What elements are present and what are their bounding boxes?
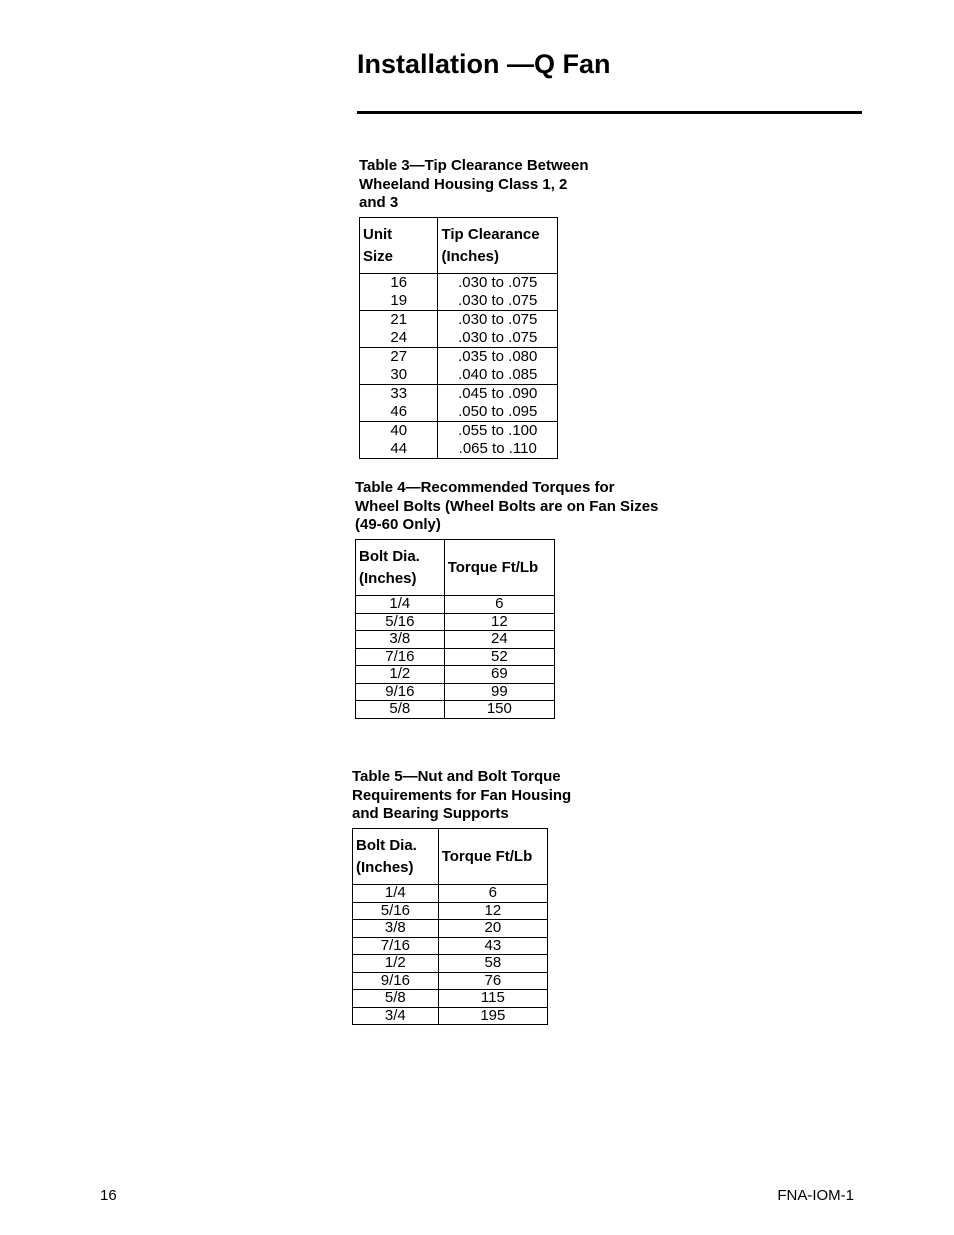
table5-caption: [352, 768, 571, 824]
unit-size-value: 24: [390, 329, 408, 346]
table-row-group: [360, 422, 558, 459]
unit-size-value: 33: [390, 385, 408, 402]
unit-size-value: 40: [390, 422, 408, 439]
tip-clearance-value: .040 to .085: [458, 366, 538, 383]
table-row: [356, 701, 555, 719]
table3-caption: [359, 157, 589, 213]
header-line: Unit: [363, 225, 393, 243]
torque-cell: 115: [438, 990, 547, 1008]
table-row: [356, 648, 555, 666]
unit-size-cell: [360, 422, 438, 459]
bolt-dia-cell: 3/8: [356, 631, 445, 649]
header-line: (Inches): [441, 247, 499, 265]
header-bolt-dia: [356, 540, 445, 596]
header-line: Size: [363, 247, 394, 265]
bolt-dia-cell: 3/4: [353, 1007, 439, 1025]
tip-clearance-cell: [438, 311, 558, 348]
caption-line: Wheeland Housing Class 1, 2: [359, 175, 568, 193]
table4-caption: [355, 479, 658, 535]
torque-cell: 6: [438, 885, 547, 903]
table-row: [356, 631, 555, 649]
table-row: [356, 596, 555, 614]
unit-size-value: 16: [390, 274, 408, 291]
bolt-dia-cell: 3/8: [353, 920, 439, 938]
unit-size-value: 21: [390, 311, 408, 328]
header-line: Torque Ft/Lb: [441, 847, 533, 865]
tip-clearance-table: [359, 217, 558, 459]
table-row: [356, 666, 555, 684]
caption-line: Wheel Bolts (Wheel Bolts are on Fan Sizes: [355, 497, 659, 515]
tip-clearance-value: .045 to .090: [458, 385, 538, 402]
title-rule: [357, 111, 862, 114]
caption-line: Table 4—Recommended Torques for: [355, 479, 615, 496]
torque-cell: 12: [438, 902, 547, 920]
table-row: [353, 1007, 548, 1025]
header-line: Torque Ft/Lb: [447, 558, 539, 576]
torque-cell: 99: [444, 683, 554, 701]
unit-size-cell: [360, 348, 438, 385]
tip-clearance-value: .030 to .075: [458, 274, 538, 291]
torque-cell: 195: [438, 1007, 547, 1025]
tip-clearance-cell: [438, 348, 558, 385]
table-row-group: [360, 348, 558, 385]
bolt-dia-cell: 5/16: [353, 902, 439, 920]
table-row: [356, 613, 555, 631]
table-row: [353, 990, 548, 1008]
tip-clearance-value: .050 to .095: [458, 403, 538, 420]
caption-line: (49-60 Only): [355, 516, 441, 533]
header-line: Bolt Dia.: [359, 547, 420, 565]
housing-bolt-torque-table: [352, 828, 548, 1025]
tip-clearance-value: .030 to .075: [458, 311, 538, 328]
torque-cell: 52: [444, 648, 554, 666]
unit-size-cell: [360, 274, 438, 311]
header-line: (Inches): [356, 858, 414, 876]
unit-size-value: 27: [390, 348, 408, 365]
caption-line: Table 3—Tip Clearance Between: [359, 157, 589, 174]
bolt-dia-cell: 1/4: [356, 596, 445, 614]
torque-cell: 6: [444, 596, 554, 614]
header-line: Tip Clearance: [441, 225, 540, 243]
table-row: [353, 955, 548, 973]
bolt-dia-cell: 7/16: [353, 937, 439, 955]
unit-size-value: 44: [390, 440, 408, 457]
tip-clearance-cell: [438, 422, 558, 459]
header-bolt-dia: [353, 829, 439, 885]
bolt-dia-cell: 1/2: [356, 666, 445, 684]
bolt-dia-cell: 5/8: [356, 701, 445, 719]
caption-line: and 3: [359, 194, 399, 211]
bolt-dia-cell: 5/16: [356, 613, 445, 631]
header-torque: [444, 540, 554, 596]
caption-line: Table 5—Nut and Bolt Torque: [352, 768, 561, 785]
table-row: [356, 683, 555, 701]
table-row-group: [360, 385, 558, 422]
unit-size-cell: [360, 311, 438, 348]
tip-clearance-cell: [438, 274, 558, 311]
page-number: 16: [100, 1187, 117, 1204]
tip-clearance-cell: [438, 385, 558, 422]
header-unit-size: [360, 218, 438, 274]
unit-size-value: 30: [390, 366, 408, 383]
bolt-dia-cell: 9/16: [353, 972, 439, 990]
bolt-dia-cell: 5/8: [353, 990, 439, 1008]
document-code: FNA-IOM-1: [777, 1187, 854, 1204]
torque-cell: 43: [438, 937, 547, 955]
caption-line: Requirements for Fan Housing: [352, 786, 572, 804]
tip-clearance-value: .065 to .110: [458, 440, 537, 457]
table-row: [353, 972, 548, 990]
torque-cell: 12: [444, 613, 554, 631]
caption-line: and Bearing Supports: [352, 805, 509, 822]
torque-cell: 24: [444, 631, 554, 649]
unit-size-value: 19: [390, 292, 408, 309]
table-row: [353, 902, 548, 920]
torque-cell: 150: [444, 701, 554, 719]
tip-clearance-value: .030 to .075: [458, 329, 538, 346]
header-tip-clearance: [438, 218, 558, 274]
table-row: [353, 885, 548, 903]
table-row-group: [360, 274, 558, 311]
header-line: (Inches): [359, 569, 417, 587]
tip-clearance-value: .035 to .080: [458, 348, 538, 365]
tip-clearance-value: .055 to .100: [458, 422, 538, 439]
page-title: Installation —Q Fan: [357, 49, 611, 79]
bolt-dia-cell: 7/16: [356, 648, 445, 666]
table-row: [353, 937, 548, 955]
header-torque: [438, 829, 547, 885]
bolt-dia-cell: 1/2: [353, 955, 439, 973]
header-line: Bolt Dia.: [356, 836, 417, 854]
bolt-dia-cell: 1/4: [353, 885, 439, 903]
torque-cell: 20: [438, 920, 547, 938]
table-row: [353, 920, 548, 938]
torque-cell: 76: [438, 972, 547, 990]
bolt-dia-cell: 9/16: [356, 683, 445, 701]
tip-clearance-value: .030 to .075: [458, 292, 538, 309]
wheel-bolt-torque-table: [355, 539, 555, 719]
unit-size-cell: [360, 385, 438, 422]
unit-size-value: 46: [390, 403, 408, 420]
torque-cell: 69: [444, 666, 554, 684]
torque-cell: 58: [438, 955, 547, 973]
table-row-group: [360, 311, 558, 348]
